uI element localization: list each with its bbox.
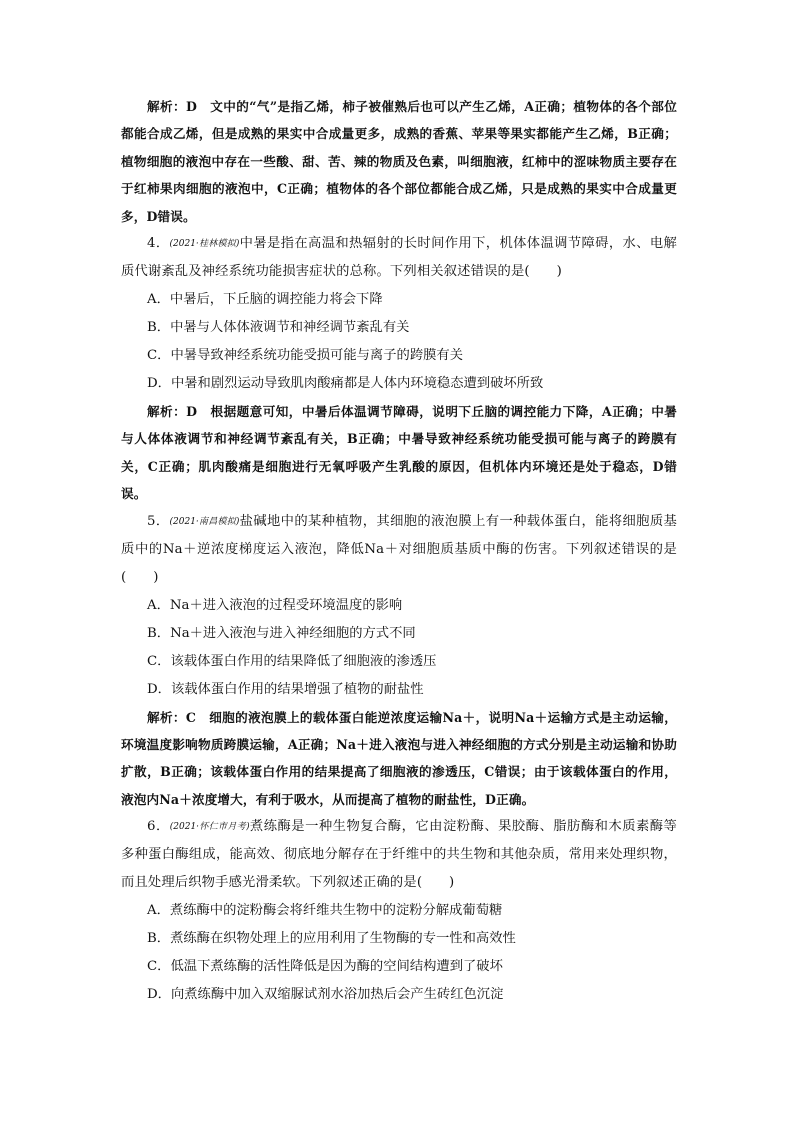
question-4-option-d: D．中暑和剧烈运动导致肌肉酸痛都是人体内环境稳态遭到破坏所致 xyxy=(147,376,544,392)
question-4-stem xyxy=(121,230,677,286)
page-content xyxy=(121,93,677,1009)
question-5-source: (2021·南昌模拟) xyxy=(169,516,240,527)
explanation-q3: 解析：D 文中的“气”是指乙烯，柿子被催熟后也可以产生乙烯，A正确；植物体的各个部位都能合成乙烯，但是成熟的果实中合成量更多，成熟的香蕉、苹果等果实都能产生乙烯，B正确；植物细胞的液泡中存在一些酸、甜、苦、辣的物质及色素，叫细胞液，红柿中的涩味物质主要存在于红柿果肉细胞的液泡中，C正确；植物体的各个部位都能合成乙烯，只是成熟的果实中合成量更多，D错误。 xyxy=(121,99,677,224)
question-6-text: 煮练酶是一种生物复合酶，它由淀粉酶、果胶酶、脂肪酶和木质素酶等多种蛋白酶组成，能高效、彻底地分解存在于纤维中的共生物和其他杂质，常用来处理织物，而且处理后织物手感光滑柔软。下列叙述正确的是( ) xyxy=(121,819,678,891)
question-6-option-c: C．低温下煮练酶的活性降低是因为酶的空间结构遭到了破坏 xyxy=(147,959,503,975)
question-5-option-a: A．Na＋进入液泡的过程受环境温度的影响 xyxy=(147,597,403,613)
question-6-option-d: D．向煮练酶中加入双缩脲试剂水浴加热后会产生砖红色沉淀 xyxy=(147,987,504,1003)
question-5-stem xyxy=(121,508,677,592)
question-5-option-c: C．该载体蛋白作用的结果降低了细胞液的渗透压 xyxy=(147,653,437,669)
question-5-option-b: B．Na＋进入液泡与进入神经细胞的方式不同 xyxy=(147,625,416,641)
explanation-q5: 解析：C 细胞的液泡膜上的载体蛋白能逆浓度运输Na＋，说明Na＋运输方式是主动运输，环境温度影响物质跨膜运输，A正确；Na＋进入液泡与进入神经细胞的方式分别是主动运输和协助扩散，B正确；该载体蛋白作用的结果提高了细胞液的渗透压，C错误；由于该载体蛋白的作用，液泡内Na＋浓度增大，有利于吸水，从而提高了植物的耐盐性，D正确。 xyxy=(121,709,677,807)
question-4 xyxy=(121,230,677,508)
question-4-option-a: A．中暑后，下丘脑的调控能力将会下降 xyxy=(147,292,383,308)
question-6-option-b: B．煮练酶在织物处理上的应用利用了生物酶的专一性和高效性 xyxy=(147,931,516,947)
explanation-q4: 解析：D 根据题意可知，中暑后体温调节障碍，说明下丘脑的调控能力下降，A正确；中暑与人体体液调节和神经调节紊乱有关，B正确；中暑导致神经系统功能受损可能与离子的跨膜有关，C正确；肌肉酸痛是细胞进行无氧呼吸产生乳酸的原因，但机体内环境还是处于稳态，D错误。 xyxy=(121,404,677,502)
question-4-text: 中暑是指在高温和热辐射的长时间作用下，机体体温调节障碍，水、电解质代谢紊乱及神经系统功能损害症状的总称。下列相关叙述错误的是( ) xyxy=(121,236,677,280)
question-6 xyxy=(121,813,677,1009)
question-4-number: 4． xyxy=(147,236,170,252)
question-5-number: 5． xyxy=(147,513,170,529)
question-5 xyxy=(121,508,677,814)
question-5-option-d: D．该载体蛋白作用的结果增强了植物的耐盐性 xyxy=(147,681,424,697)
question-6-option-a: A．煮练酶中的淀粉酶会将纤维共生物中的淀粉分解成葡萄糖 xyxy=(147,903,503,919)
question-5-text: 盐碱地中的某种植物，其细胞的液泡膜上有一种载体蛋白，能将细胞质基质中的Na＋逆浓度梯度运入液泡，降低Na＋对细胞质基质中酶的伤害。下列叙述错误的是( ) xyxy=(121,513,677,585)
question-4-option-c: C．中暑导致神经系统功能受损可能与离子的跨膜有关 xyxy=(147,348,464,364)
question-6-number: 6． xyxy=(147,819,170,835)
question-4-option-b: B．中暑与人体体液调节和神经调节紊乱有关 xyxy=(147,320,410,336)
question-4-source: (2021·桂林模拟) xyxy=(169,239,240,250)
question-6-source: (2021·怀仁市月考) xyxy=(169,822,250,833)
question-6-stem xyxy=(121,813,677,897)
